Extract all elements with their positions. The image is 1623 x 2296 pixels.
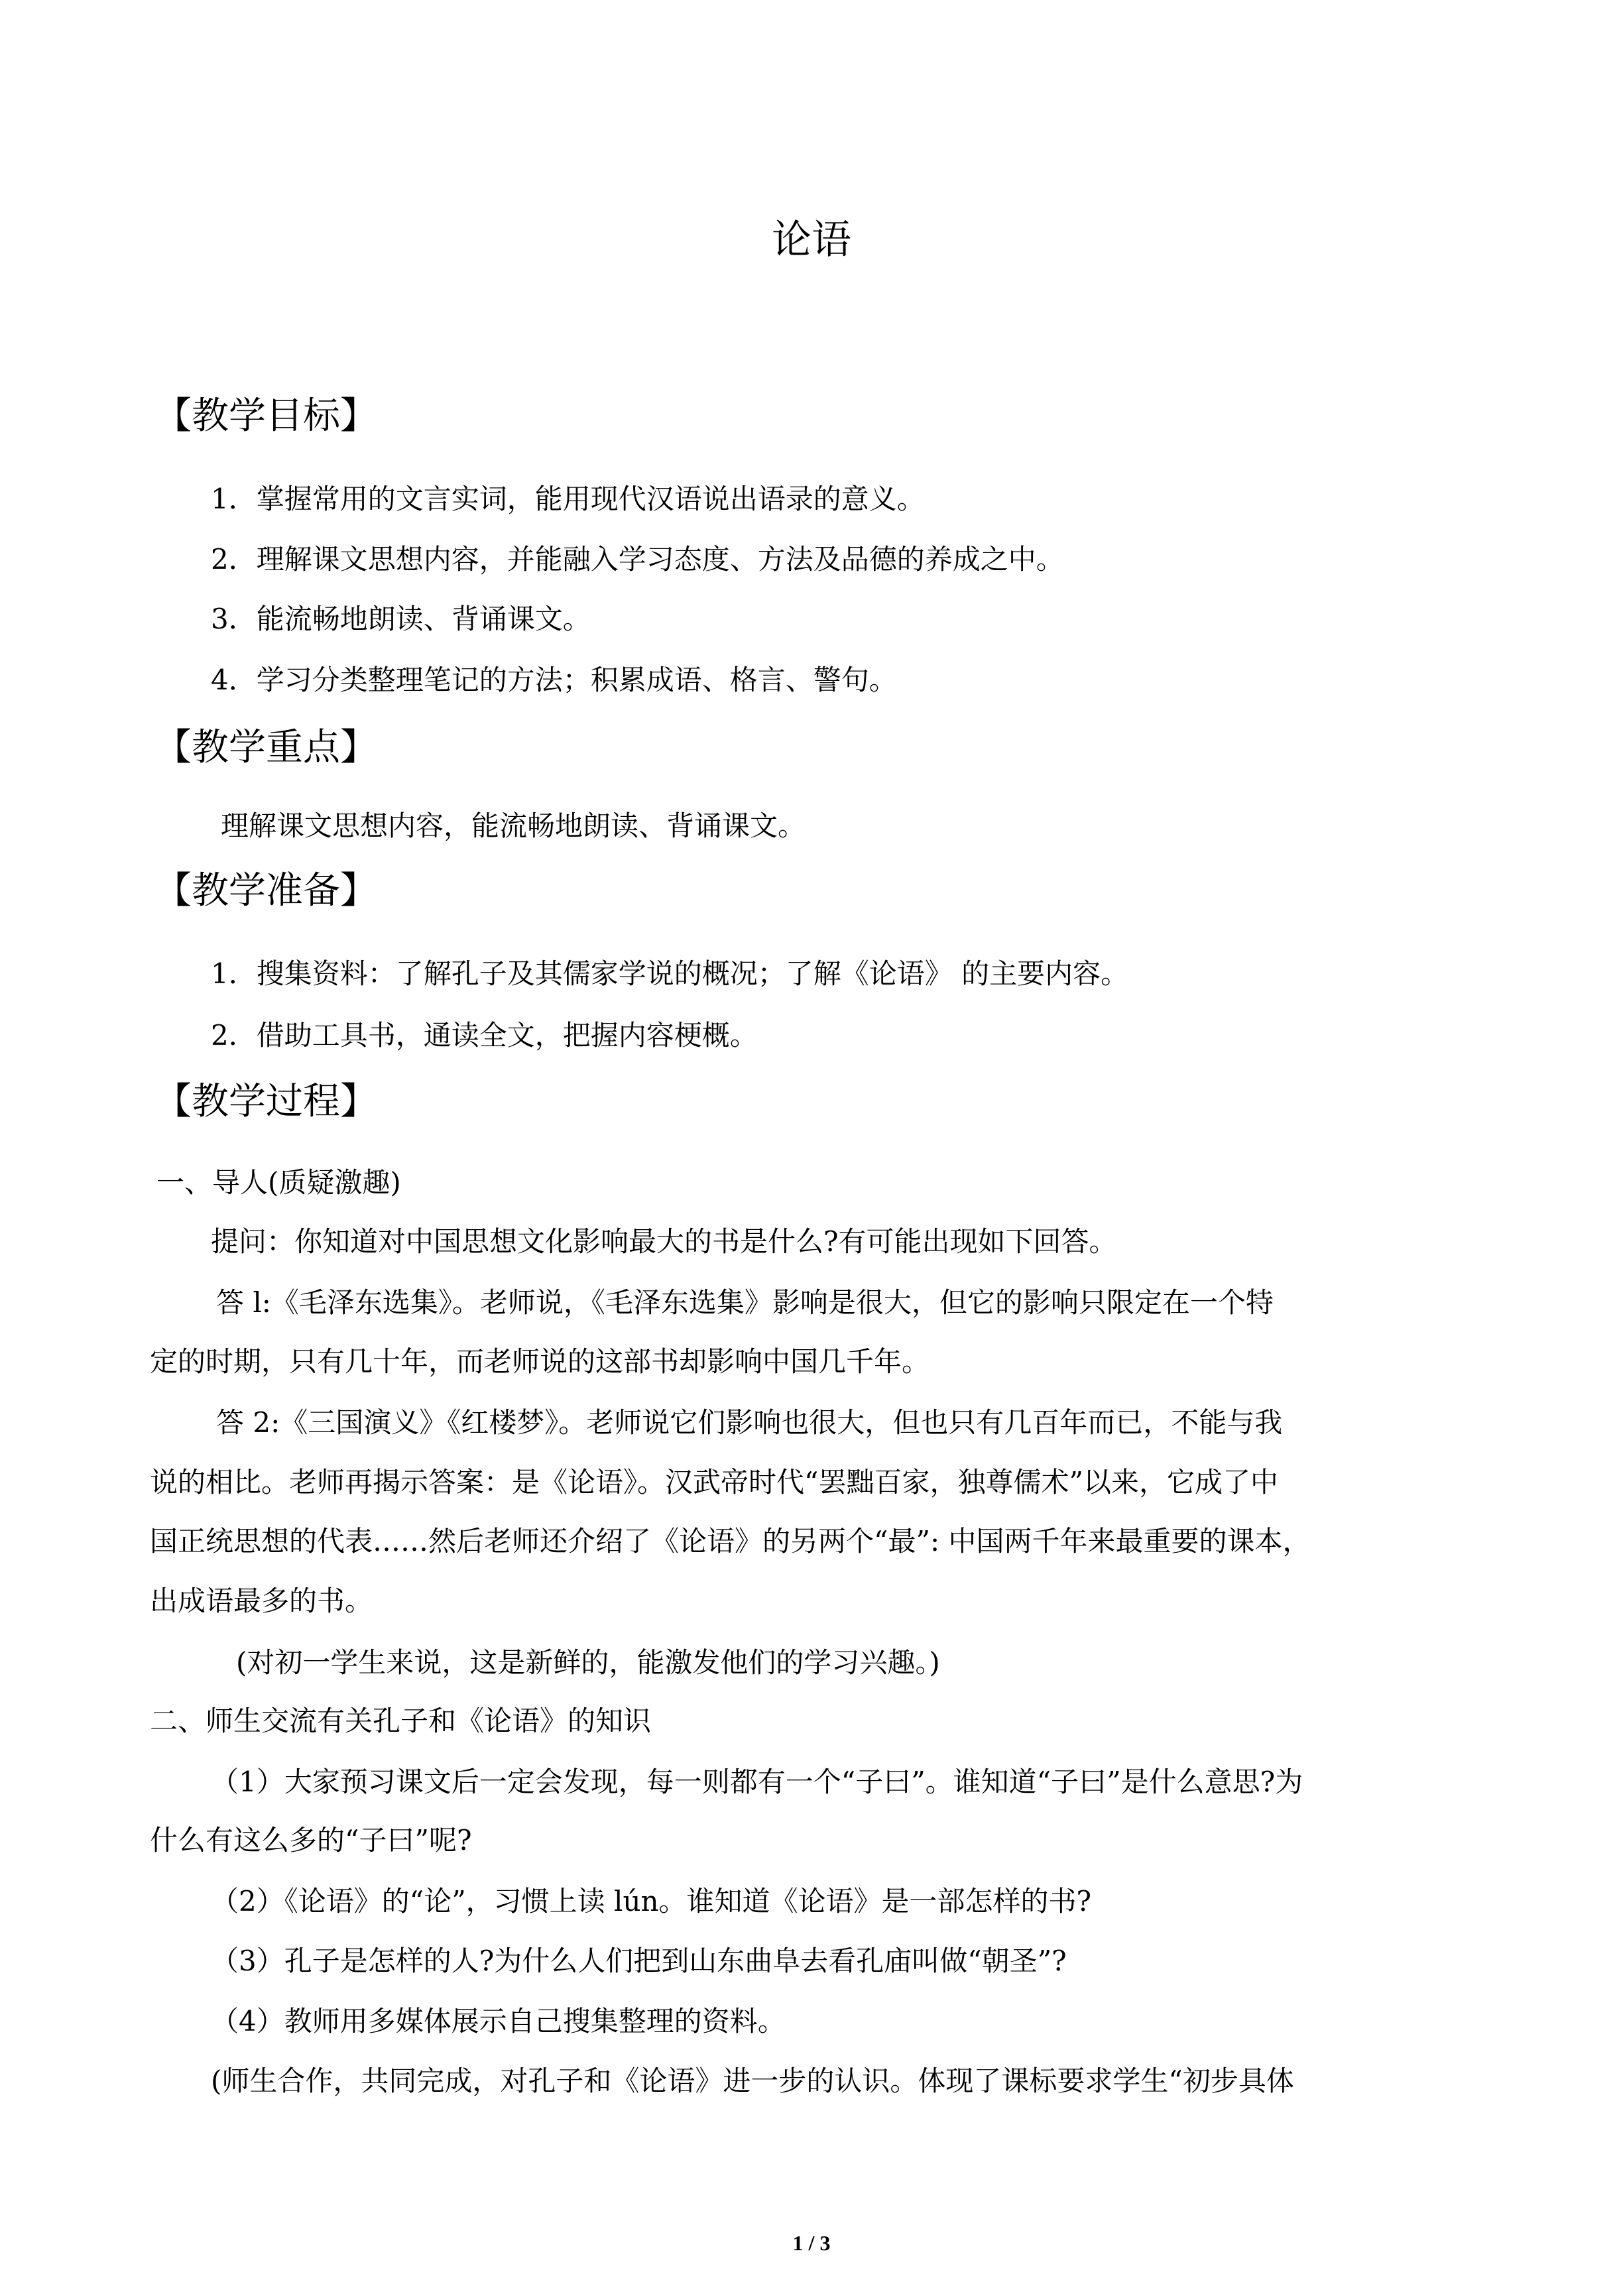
focus-text: 理解课文思想内容，能流畅地朗读、背诵课文。	[221, 810, 806, 842]
page-number: 1 / 3	[792, 2231, 831, 2255]
process-line: 定的时期，只有几十年，而老师说的这部书却影响中国几千年。	[150, 1345, 930, 1378]
goal-item: 2．理解课文思想内容，并能融入学习态度、方法及品德的养成之中。	[211, 543, 1064, 575]
process-line: （2）《论语》的“论”，习惯上读 lún。谁知道《论语》是一部怎样的书?	[211, 1885, 1092, 1917]
process-note: (对初一学生来说，这是新鲜的，能激发他们的学习兴趣。)	[236, 1646, 940, 1679]
section-heading-process: 【教学过程】	[154, 1080, 377, 1123]
prep-item: 2．借助工具书，通读全文，把握内容梗概。	[211, 1019, 758, 1052]
process-line: 什么有这么多的“子曰”呢?	[150, 1824, 472, 1856]
process-line: 国正统思想的代表……然后老师还介绍了《论语》的另两个“最”: 中国两千年来最重要的课本，	[150, 1525, 1311, 1557]
goal-item: 1．掌握常用的文言实词，能用现代汉语说出语录的意义。	[211, 483, 925, 515]
process-line: 出成语最多的书。	[150, 1585, 373, 1617]
process-line: (师生合作，共同完成，对孔子和《论语》进一步的认识。体现了课标要求学生“初步具体	[211, 2065, 1294, 2097]
section-heading-goals: 【教学目标】	[154, 394, 377, 438]
process-line: （3）孔子是怎样的人?为什么人们把到山东曲阜去看孔庙叫做“朝圣”?	[211, 1945, 1067, 1977]
goal-item: 4．学习分类整理笔记的方法；积累成语、格言、警句。	[211, 664, 897, 696]
process-subheading: 一、导人(质疑激趣)	[156, 1166, 401, 1199]
process-line: 提问：你知道对中国思想文化影响最大的书是什么?有可能出现如下回答。	[211, 1225, 1117, 1258]
process-line: （4）教师用多媒体展示自己搜集整理的资料。	[211, 2005, 786, 2037]
document-title: 论语	[772, 217, 851, 263]
process-line: 答 l:《毛泽东选集》。老师说，《毛泽东选集》影响是很大，但它的影响只限定在一个特	[216, 1286, 1274, 1319]
process-subheading: 二、师生交流有关孔子和《论语》的知识	[150, 1705, 652, 1737]
section-heading-prep: 【教学准备】	[154, 869, 377, 912]
section-heading-focus: 【教学重点】	[154, 726, 377, 769]
process-line: 说的相比。老师再揭示答案：是《论语》。汉武帝时代“罢黜百家，独尊儒术”以来，它成了中	[150, 1466, 1278, 1498]
process-line: 答 2:《三国演义》《红楼梦》。老师说它们影响也很大，但也只有几百年而已，不能与我	[216, 1406, 1283, 1439]
goal-item: 3．能流畅地朗读、背诵课文。	[211, 603, 591, 635]
process-line: （1）大家预习课文后一定会发现，每一则都有一个“子曰”。谁知道“子曰”是什么意思?为	[211, 1766, 1303, 1798]
prep-item: 1．搜集资料：了解孔子及其儒家学说的概况；了解《论语》 的主要内容。	[211, 957, 1129, 990]
